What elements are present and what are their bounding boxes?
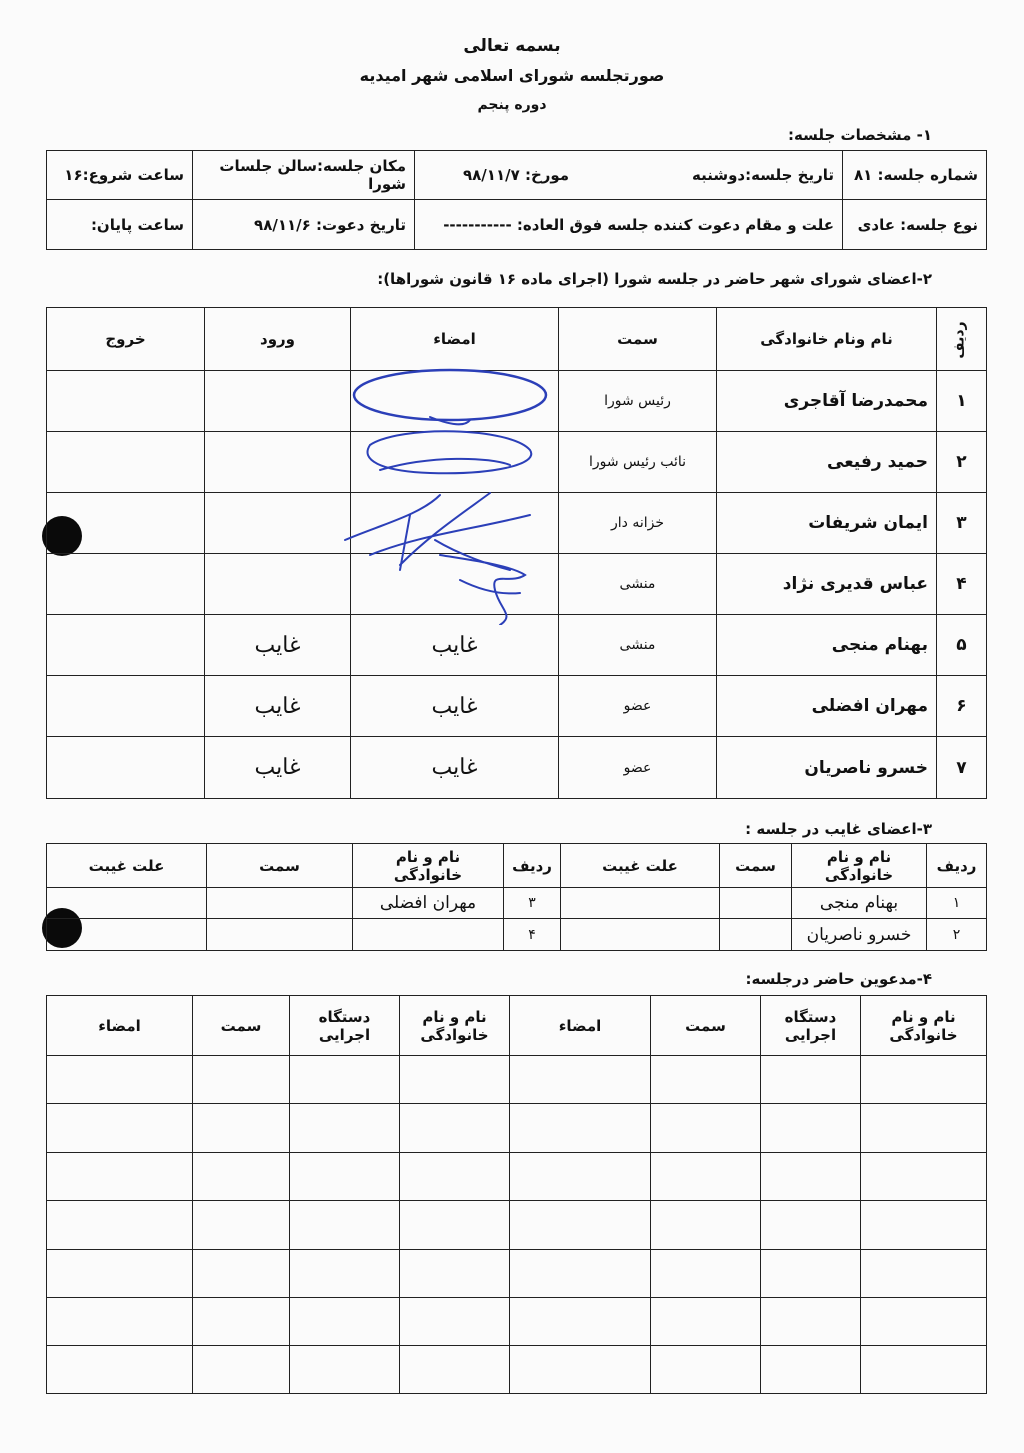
absent-members-table [46, 843, 987, 951]
member-signature: غایب [351, 615, 559, 676]
member-role: خزانه دار [559, 493, 717, 554]
abs-col-role-1: سمت [720, 844, 792, 888]
member-role: منشی [559, 554, 717, 615]
absent-name [353, 919, 504, 951]
member-role: رئیس شورا [559, 371, 717, 432]
member-entry: غایب [205, 737, 351, 799]
section1-title: ۱- مشخصات جلسه: [788, 126, 932, 144]
member-entry [205, 432, 351, 493]
session-reason: علت و مقام دعوت کننده جلسه فوق العاده: ----------- [415, 200, 843, 250]
member-exit [47, 493, 205, 554]
handwritten-signatures [340, 365, 560, 625]
session-location: مکان جلسه:سالن جلسات شورا [193, 151, 415, 200]
member-exit [47, 615, 205, 676]
signature-4 [440, 555, 525, 625]
inv-col-org-2: دستگاه اجرایی [290, 996, 400, 1056]
absent-reason [561, 919, 720, 951]
row-number: ۴ [937, 554, 987, 615]
abs-col-reason-1: علت غیبت [561, 844, 720, 888]
member-name: خسرو ناصریان [717, 737, 937, 799]
session-end-time: ساعت پایان: [47, 200, 193, 250]
table-row [47, 737, 987, 799]
inv-col-signature-2: امضاء [47, 996, 193, 1056]
member-role: نائب رئیس شورا [559, 432, 717, 493]
section2-title: ۲-اعضای شورای شهر حاضر در جلسه شورا (اجرای ماده ۱۶ قانون شوراها): [377, 270, 932, 288]
signature-1 [354, 370, 546, 420]
inv-col-role-1: سمت [651, 996, 761, 1056]
session-start-time: ساعت شروع:۱۶ [47, 151, 193, 200]
section4-title: ۴-مدعوین حاضر درجلسه: [745, 970, 932, 988]
table-row [47, 1346, 987, 1394]
member-exit [47, 737, 205, 799]
table-row [47, 1250, 987, 1298]
member-signature: غایب [351, 676, 559, 737]
col-role: سمت [559, 308, 717, 371]
member-name: حمید رفیعی [717, 432, 937, 493]
member-role: عضو [559, 676, 717, 737]
member-entry [205, 493, 351, 554]
member-exit [47, 371, 205, 432]
absent-row-number: ۴ [504, 919, 561, 951]
session-number: شماره جلسه: ۸۱ [843, 151, 987, 200]
member-role: منشی [559, 615, 717, 676]
absent-role [720, 919, 792, 951]
session-date-cell [415, 151, 843, 200]
absent-role [207, 888, 353, 919]
session-dated: مورخ: ۹۸/۱۱/۷ [463, 166, 570, 184]
row-number: ۵ [937, 615, 987, 676]
member-entry [205, 371, 351, 432]
section3-title: ۳-اعضای غایب در جلسه : [745, 820, 932, 838]
col-name: نام ونام خانوادگی [717, 308, 937, 371]
absent-name: بهنام منجی [792, 888, 927, 919]
col-signature: امضاء [351, 308, 559, 371]
col-row: ردیف [937, 308, 987, 371]
absent-name: خسرو ناصریان [792, 919, 927, 951]
abs-col-row-2: ردیف [504, 844, 561, 888]
table-row [47, 1104, 987, 1153]
absent-reason [47, 919, 207, 951]
abs-col-role-2: سمت [207, 844, 353, 888]
absent-reason [561, 888, 720, 919]
inv-col-org-1: دستگاه اجرایی [761, 996, 861, 1056]
inv-col-name-2: نام و نام خانوادگی [400, 996, 510, 1056]
member-name: بهنام منجی [717, 615, 937, 676]
absent-name: مهران افضلی [353, 888, 504, 919]
absent-role [207, 919, 353, 951]
inv-col-role-2: سمت [193, 996, 290, 1056]
header-period: دوره پنجم [477, 97, 547, 113]
member-exit [47, 554, 205, 615]
member-name: عباس قدیری نژاد [717, 554, 937, 615]
absent-row-number: ۲ [927, 919, 987, 951]
inv-col-signature-1: امضاء [510, 996, 651, 1056]
member-exit [47, 676, 205, 737]
member-role: عضو [559, 737, 717, 799]
session-type: نوع جلسه: عادی [843, 200, 987, 250]
signature-2 [368, 431, 532, 473]
absent-reason [47, 888, 207, 919]
header-title: صورتجلسه شورای اسلامی شهر امیدیه [359, 66, 665, 85]
col-entry: ورود [205, 308, 351, 371]
row-number: ۱ [937, 371, 987, 432]
table-row [47, 1298, 987, 1346]
member-entry: غایب [205, 676, 351, 737]
member-exit [47, 432, 205, 493]
session-date: تاریخ جلسه:دوشنبه [692, 166, 834, 184]
absent-row-number: ۳ [504, 888, 561, 919]
member-name: محمدرضا آقاجری [717, 371, 937, 432]
row-number: ۷ [937, 737, 987, 799]
abs-col-name-2: نام و نام خانوادگی [353, 844, 504, 888]
signature-3 [345, 493, 530, 570]
session-invite-date: تاریخ دعوت: ۹۸/۱۱/۶ [193, 200, 415, 250]
absent-row-number: ۱ [927, 888, 987, 919]
abs-col-row-1: ردیف [927, 844, 987, 888]
abs-col-reason-2: علت غیبت [47, 844, 207, 888]
table-row [47, 1056, 987, 1104]
inv-col-name-1: نام و نام خانوادگی [861, 996, 987, 1056]
table-row [47, 1201, 987, 1250]
col-exit: خروج [47, 308, 205, 371]
member-signature: غایب [351, 737, 559, 799]
session-info-table [46, 150, 987, 250]
member-entry: غایب [205, 615, 351, 676]
invitees-table [46, 995, 987, 1394]
abs-col-name-1: نام و نام خانوادگی [792, 844, 927, 888]
row-number: ۳ [937, 493, 987, 554]
member-name: مهران افضلی [717, 676, 937, 737]
row-number: ۲ [937, 432, 987, 493]
table-row [47, 888, 987, 919]
table-row [47, 1153, 987, 1201]
member-name: ایمان شریفات [717, 493, 937, 554]
member-entry [205, 554, 351, 615]
row-number: ۶ [937, 676, 987, 737]
absent-role [720, 888, 792, 919]
table-row [47, 676, 987, 737]
header-bismillah: بسمه تعالی [463, 36, 561, 56]
table-row [47, 919, 987, 951]
